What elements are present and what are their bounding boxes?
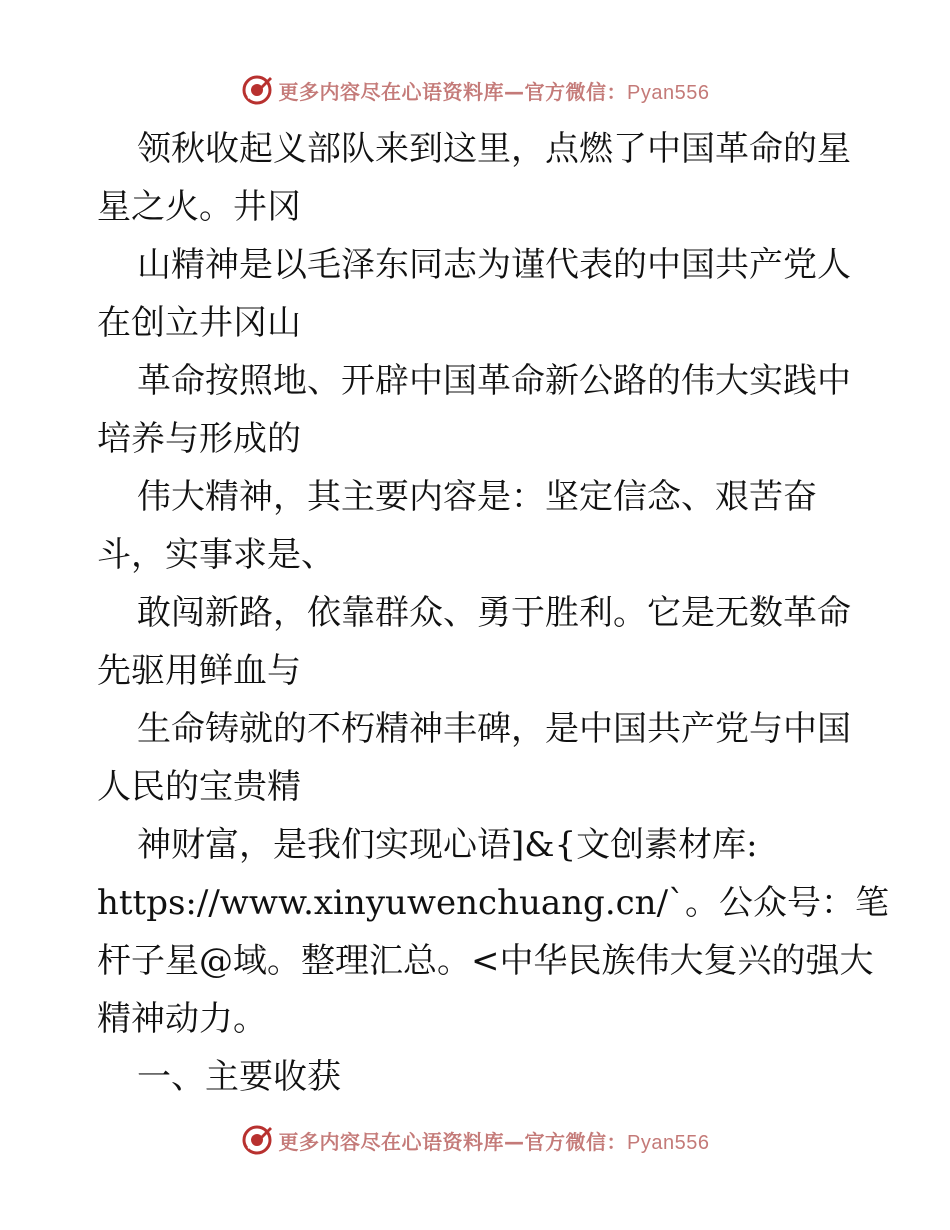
footer-wechat-id: Pyan556 [627,1131,710,1154]
body-line: 神财富，是我们实现心语]&{文创素材库: [137,825,758,865]
body-line: 革命按照地、开辟中国革命新公路的伟大实践中 [137,361,851,401]
header-wechat-id: Pyan556 [627,81,710,104]
footer-banner-label: 更多内容尽在心语资料库—官方微信： [278,1129,628,1154]
body-line: 培养与形成的 [97,419,301,459]
body-line: 敢闯新路，依靠群众、勇于胜利。它是无数革命 [137,593,851,633]
header-banner-text [279,76,710,105]
pen-logo-icon [241,1124,273,1156]
footer-banner [0,1120,950,1160]
body-line: 杆子星@域。整理汇总。<中华民族伟大复兴的强大 [97,941,874,981]
body-line: 精神动力。 [97,999,267,1039]
body-line: 先驱用鲜血与 [97,651,301,691]
header-banner [0,70,950,110]
body-line: 人民的宝贵精 [97,767,301,807]
footer-banner-text [279,1126,710,1155]
body-line: https://www.xinyuwenchuang.cn/`。公众号：笔 [97,883,890,923]
body-line: 在创立井冈山 [97,303,301,343]
body-line: 山精神是以毛泽东同志为谨代表的中国共产党人 [137,245,851,285]
body-line: 伟大精神，其主要内容是：坚定信念、艰苦奋 [137,477,817,517]
body-line: 斗，实事求是、 [97,535,335,575]
body-line: 星之火。井冈 [97,187,301,227]
section-heading: 一、主要收获 [137,1057,341,1097]
header-banner-label: 更多内容尽在心语资料库—官方微信： [278,79,628,104]
body-line: 领秋收起义部队来到这里，点燃了中国革命的星 [137,129,851,169]
pen-logo-icon [241,74,273,106]
document-body [97,120,890,1106]
body-line: 生命铸就的不朽精神丰碑，是中国共产党与中国 [137,709,851,749]
